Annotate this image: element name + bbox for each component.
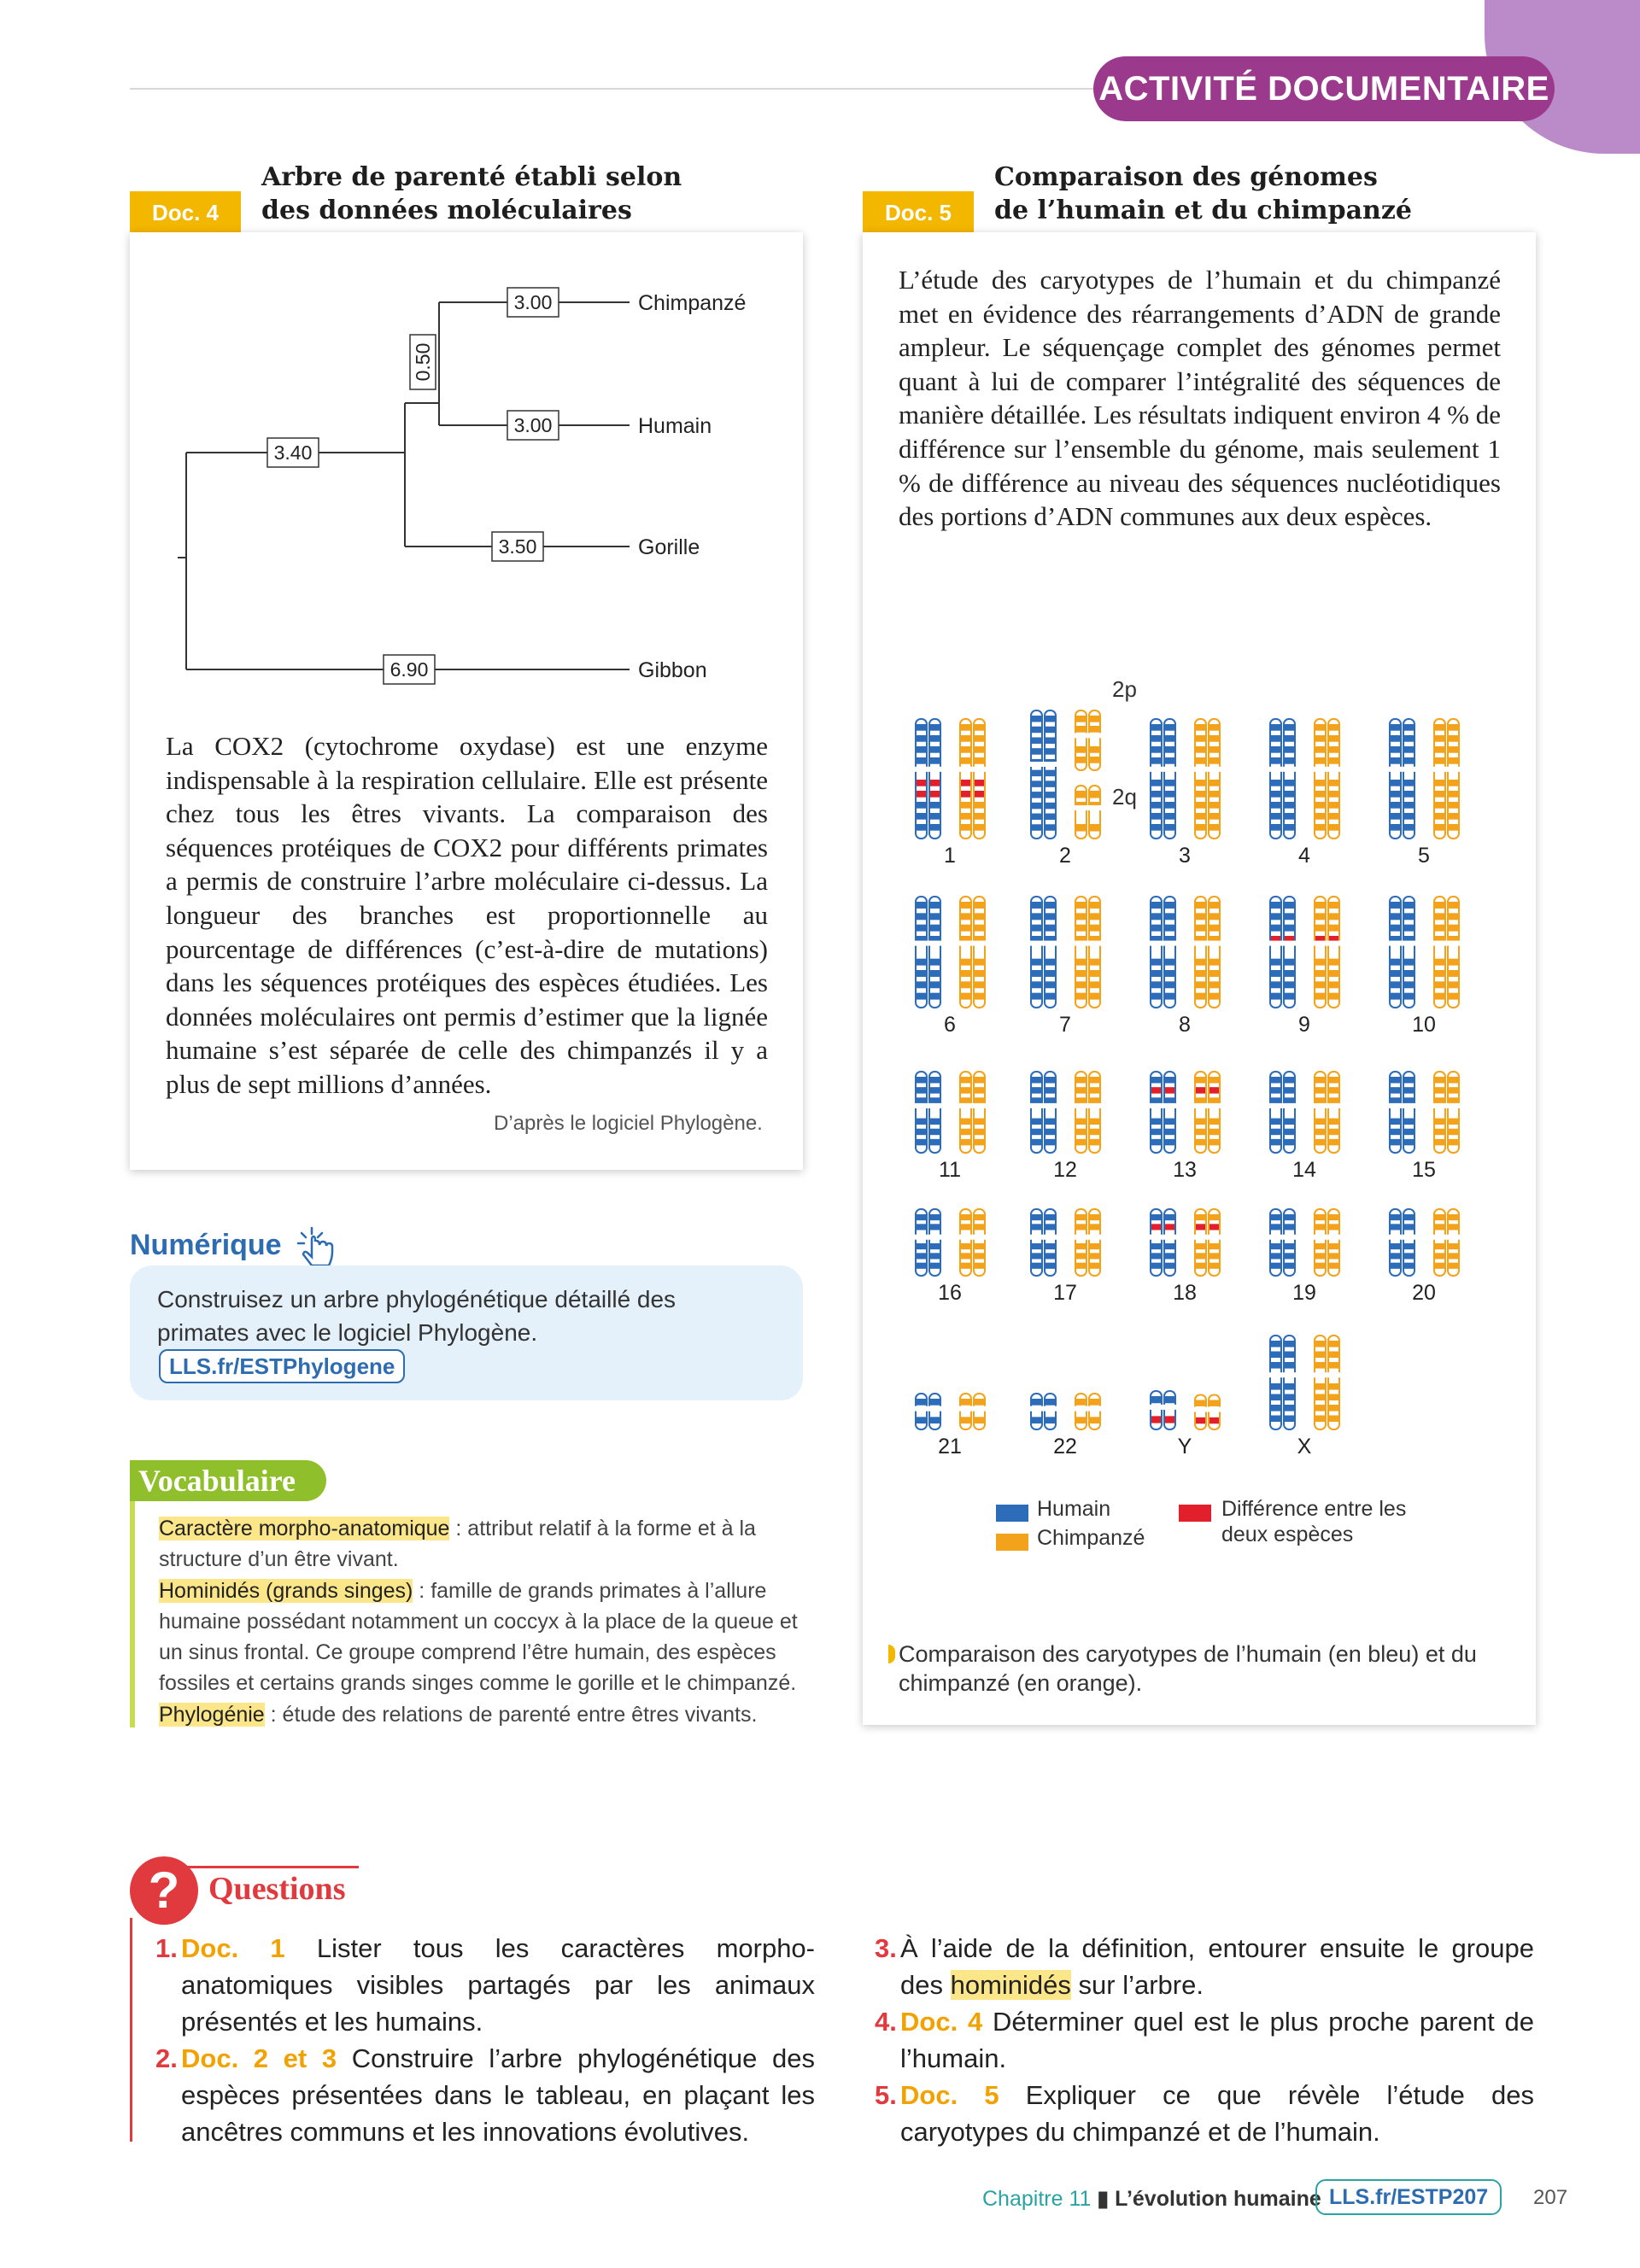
label-gibbon: Gibbon (638, 658, 707, 682)
question-text: Déterminer quel est le plus proche parent de l’humain. (900, 2007, 1534, 2073)
chromosome-pair-12 (1030, 1072, 1101, 1153)
chromosome-label-17: 17 (1053, 1281, 1077, 1305)
dist-gibbon: 6.90 (390, 658, 429, 681)
chromosome-label-X: X (1297, 1435, 1312, 1458)
doc5-title-line2: de l’humain et du chimpanzé (994, 196, 1412, 225)
chromosome-label-19: 19 (1292, 1281, 1316, 1305)
vocab-def: : attribut relatif à la forme et à la structure d’un être vivant. (159, 1517, 756, 1572)
questions-right (875, 1930, 1534, 2150)
page-number: 207 (1533, 2186, 1568, 2209)
label-gorille: Gorille (638, 535, 700, 559)
doc5-title (994, 161, 1412, 227)
dist-humain: 3.00 (513, 414, 553, 436)
chromosome-pair-20 (1389, 1209, 1460, 1276)
doc4-source: D’après le logiciel Phylogène. (494, 1112, 763, 1135)
chromosome-pair-21 (915, 1394, 986, 1429)
question-text: Expliquer ce que révèle l’étude des caryotypes du chimpanzé et de l’humain. (900, 2080, 1534, 2147)
chromosome-pair-22 (1030, 1394, 1101, 1429)
chromosome-label-21: 21 (938, 1435, 962, 1458)
legend-diff-line1: Différence entre les (1221, 1497, 1407, 1521)
chromosome-pair-10 (1389, 897, 1460, 1008)
vocab-entry (159, 1517, 756, 1571)
chromosome-label-9: 9 (1298, 1013, 1310, 1037)
chromosome-label-7: 7 (1059, 1013, 1071, 1037)
question-text: Lister tous les caractères morpho-anatomiques visibles partagés par les animaux présentés et les humains. (181, 1933, 816, 2037)
legend-human-label: Humain (1037, 1497, 1111, 1521)
numerique-text: Construisez un arbre phylogénétique détaillé des primates avec le logiciel Phylogène. (157, 1286, 676, 1346)
vocabulaire-list (159, 1513, 808, 1730)
chromosome-pair-14 (1269, 1072, 1340, 1153)
pointer-hand-icon (293, 1225, 344, 1269)
legend-human-swatch (996, 1505, 1028, 1522)
chromosome-label-13: 13 (1173, 1158, 1197, 1182)
chromosome-label-4: 4 (1298, 844, 1310, 868)
doc4-body: La COX2 (cytochrome oxydase) est une enzyme indispensable à la respiration cellulaire. Elle est présente chez tous les êtres vivants. La comparaison des séquences protéiques de COX2 pour différents primates a permis de construire l’arbre moléculaire ci-dessus. La longueur des branches est proportionnelle au pourcentage de différences (c’est-à-dire de mutations) dans les séquences protéiques des espèces étudiées. Les données moléculaires ont permis d’estimer que la lignée humaine s’est séparée de celle des chimpanzés il y a plus de sept millions d’années. (166, 731, 768, 1099)
chromosome-label-12: 12 (1053, 1158, 1077, 1182)
chromosome-label-15: 15 (1412, 1158, 1436, 1182)
chromosome-pair-18 (1150, 1209, 1221, 1276)
footer-chapter-title: L’évolution humaine (1115, 2187, 1321, 2211)
chromosome-pair-13 (1150, 1072, 1221, 1153)
doc5-title-line1: Comparaison des génomes (994, 162, 1378, 192)
chromosome-pair-4 (1269, 719, 1340, 839)
chromosome-pair-3 (1150, 719, 1221, 839)
question-number: 1. (155, 1933, 178, 1963)
chromosome-pair-7 (1030, 897, 1101, 1008)
chromosome-pair-11 (915, 1072, 986, 1153)
legend-diff-swatch (1179, 1505, 1211, 1522)
chromosome-pair-5 (1389, 719, 1460, 839)
chromosome-label-22: 22 (1053, 1435, 1077, 1458)
chromosome-pair-1 (915, 719, 986, 839)
question-item (875, 2003, 1534, 2077)
vocab-entry (159, 1579, 798, 1696)
doc4-title-line2: des données moléculaires (261, 196, 632, 225)
vocabulaire-bar (130, 1501, 135, 1727)
chromosome-label-8: 8 (1179, 1013, 1191, 1037)
chromosome-label-18: 18 (1173, 1281, 1197, 1305)
questions-title: Questions (208, 1871, 346, 1907)
question-item (155, 1930, 815, 2040)
chromosome-label-Y: Y (1177, 1435, 1192, 1458)
chromosome-label-20: 20 (1412, 1281, 1436, 1305)
vocabulaire-title: Vocabulaire (130, 1460, 326, 1501)
doc4-title (261, 161, 682, 227)
top-rule (130, 88, 1095, 90)
chromosome-label-10: 10 (1412, 1013, 1436, 1037)
question-text-end: sur l’arbre. (1070, 1970, 1204, 2000)
label-humain: Humain (638, 414, 712, 438)
question-doc-ref: Doc. 1 (181, 1933, 285, 1963)
dist-gorille: 3.50 (498, 535, 537, 558)
vocab-def: : étude des relations de parenté entre êtres vivants. (264, 1702, 758, 1727)
questions-bar (130, 1918, 132, 2142)
footer-link[interactable]: LLS.fr/ESTP207 (1315, 2179, 1502, 2215)
karyotype-figure (899, 649, 1514, 1469)
vocab-term: Hominidés (grands singes) (159, 1578, 413, 1603)
footer-chapter-number: Chapitre 11 (982, 2187, 1092, 2211)
question-number: 5. (875, 2080, 897, 2110)
vocab-def: : famille de grands primates à l’allure humaine possédant notamment un coccyx à la place de la queue et un sinus frontal. Ce groupe comprend l’être humain, des espèces fossiles et certains grands singes comme le gorille et le chimpanzé. (159, 1578, 798, 1696)
chromosome-pair-X (1269, 1336, 1340, 1429)
chromosome-pair-16 (915, 1209, 986, 1276)
chromosome-label-6: 6 (944, 1013, 956, 1037)
footer-chapter: Chapitre 11 ▮ L’évolution humaine (982, 2187, 1321, 2211)
doc5-tab: Doc. 5 (863, 191, 974, 234)
question-number: 3. (875, 1933, 897, 1963)
chromosome-pair-9 (1269, 897, 1340, 1008)
chromosome-label-5: 5 (1418, 844, 1430, 868)
chromosome-label-11: 11 (939, 1158, 961, 1182)
question-number: 4. (875, 2007, 897, 2037)
doc4-tab: Doc. 4 (130, 191, 241, 234)
question-highlight: hominidés (950, 1970, 1071, 2000)
questions-left (155, 1930, 815, 2150)
vocab-term: Caractère morpho-anatomique (159, 1517, 450, 1540)
question-item (875, 2077, 1534, 2150)
question-doc-ref: Doc. 2 et 3 (181, 2043, 337, 2073)
dist-node: 0.50 (412, 342, 434, 382)
question-doc-ref: Doc. 5 (900, 2080, 999, 2110)
legend-chimp-swatch (996, 1534, 1028, 1551)
karyotype-caption: Comparaison des caryotypes de l’humain (en bleu) et du chimpanzé (en orange). (899, 1640, 1514, 1698)
numerique-title-text: Numérique (130, 1228, 282, 1261)
question-item (155, 2040, 815, 2150)
question-number: 2. (155, 2043, 178, 2073)
chromosome-pair-15 (1389, 1072, 1460, 1153)
numerique-title (130, 1225, 344, 1269)
legend-diff-line2: deux espèces (1221, 1523, 1354, 1546)
label-chimpanze: Chimpanzé (638, 291, 747, 315)
chromosome-pair-6 (915, 897, 986, 1008)
label-2q: 2q (1112, 784, 1137, 810)
chromosome-label-3: 3 (1179, 844, 1191, 868)
activity-banner: ACTIVITÉ DOCUMENTAIRE (1093, 56, 1555, 121)
chromosome-pair-8 (1150, 897, 1221, 1008)
chromosome-label-2: 2 (1059, 844, 1071, 868)
chromosome-label-1: 1 (944, 844, 956, 868)
chromosome-pair-17 (1030, 1209, 1101, 1276)
chromosome-label-14: 14 (1292, 1158, 1316, 1182)
dist-chimpanze: 3.00 (513, 291, 553, 313)
doc5-body: L’étude des caryotypes de l’humain et du chimpanzé met en évidence des réarrangements d’ADN de grande ampleur. Le séquençage complet des génomes permet quant à lui de comparer l’intégralité des séquences de manière détaillée. Les résultats indiquent environ 4 % de différence sur l’ensemble du génome, mais seulement 1 % de différence au niveau des séquences nucléotidiques des portions d’ADN communes aux deux espèces. (899, 265, 1502, 532)
legend-chimp-label: Chimpanzé (1037, 1526, 1145, 1550)
phylogenetic-tree (130, 232, 803, 710)
numerique-link[interactable]: LLS.fr/ESTPhylogene (159, 1349, 405, 1383)
legend-diff-label (1221, 1496, 1406, 1547)
dist-root-branch: 3.40 (273, 441, 313, 464)
vocab-entry (159, 1703, 757, 1727)
label-2p: 2p (1112, 676, 1137, 702)
question-text: À l’aide de la définition, entourer ensuite le groupe des (900, 1933, 1534, 2000)
questions-rule (184, 1866, 359, 1868)
chromosome-label-16: 16 (938, 1281, 962, 1305)
vocab-term: Phylogénie (159, 1702, 265, 1727)
question-mark-icon: ? (130, 1856, 198, 1925)
doc4-title-line1: Arbre de parenté établi selon (261, 162, 682, 192)
chromosome-pair-19 (1269, 1209, 1340, 1276)
chromosome-pair-2 (1030, 710, 1101, 839)
question-item (875, 1930, 1534, 2003)
question-text: Construire l’arbre phylogénétique des espèces présentées dans le tableau, en plaçant les ancêtres communs et les innovations évolutives. (181, 2043, 815, 2147)
chromosome-pair-Y (1150, 1391, 1221, 1429)
question-doc-ref: Doc. 4 (900, 2007, 983, 2037)
